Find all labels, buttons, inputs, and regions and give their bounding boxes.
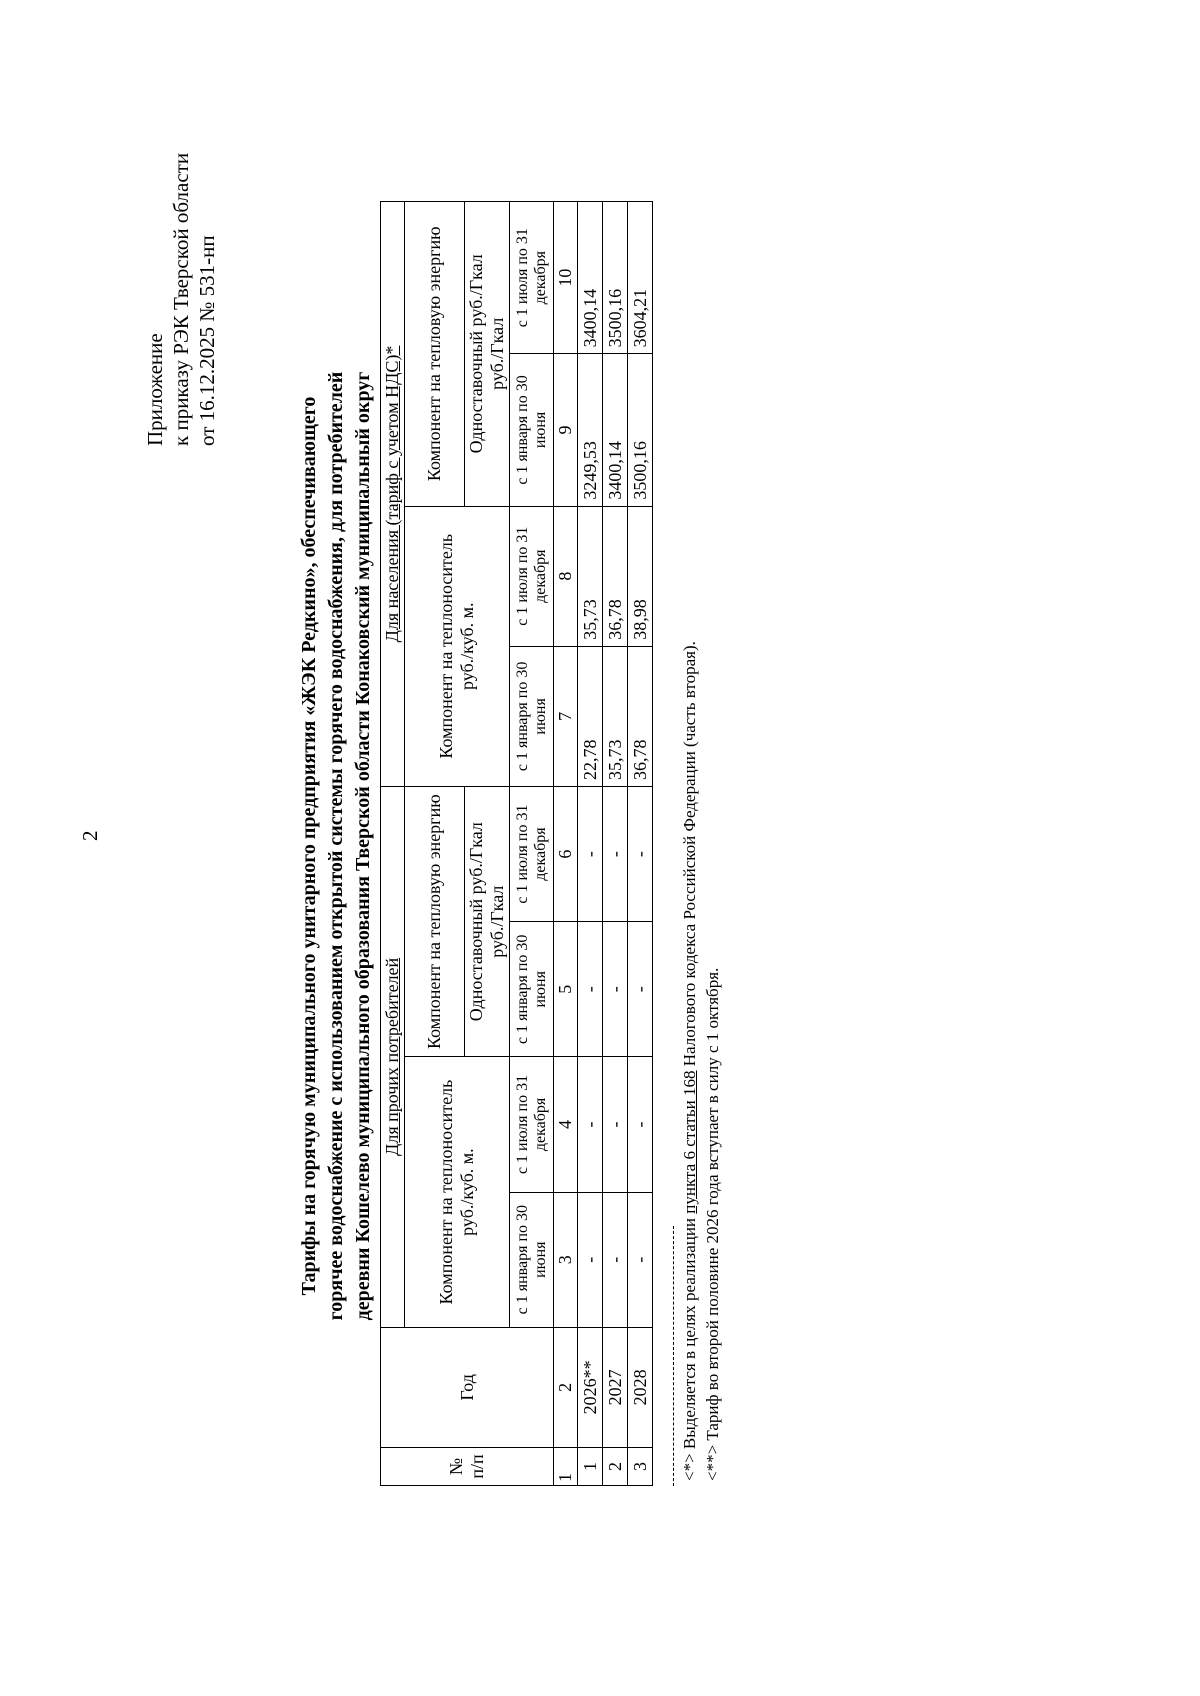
cell-value: - bbox=[578, 1057, 603, 1192]
footnote-text: Налогового кодекса Российской Федерации (часть вторая). bbox=[680, 641, 699, 1071]
cell-value: 3500,16 bbox=[628, 354, 653, 506]
appendix-line: к приказу РЭК Тверской области bbox=[169, 152, 193, 446]
cell-value: 3500,16 bbox=[603, 202, 628, 354]
cell-value: - bbox=[603, 1057, 628, 1192]
cell-value: 3249,53 bbox=[578, 354, 603, 506]
header-year: Год bbox=[381, 1327, 554, 1447]
column-number: 3 bbox=[554, 1192, 578, 1327]
header-carrier-component bbox=[405, 506, 510, 786]
period-first-half: с 1 января по 30 июня bbox=[510, 646, 554, 786]
cell-value: - bbox=[628, 1057, 653, 1192]
cell-value: 36,78 bbox=[603, 506, 628, 646]
cell-value: - bbox=[603, 786, 628, 921]
cell-value: 22,78 bbox=[578, 646, 603, 786]
cell-value: - bbox=[578, 786, 603, 921]
period-second-half: с 1 июля по 31 декабря bbox=[510, 1057, 554, 1192]
cell-value: 3400,14 bbox=[603, 354, 628, 506]
row-year: 2026** bbox=[578, 1327, 603, 1447]
cell-value: 3400,14 bbox=[578, 202, 603, 354]
cell-value: - bbox=[628, 1192, 653, 1327]
carrier-unit: руб./куб. м. bbox=[457, 602, 477, 691]
cell-value: - bbox=[578, 922, 603, 1057]
cell-value: - bbox=[578, 1192, 603, 1327]
column-number: 6 bbox=[554, 786, 578, 921]
column-number: 4 bbox=[554, 1057, 578, 1192]
appendix-line: от 16.12.2025 № 531-нп bbox=[195, 235, 219, 446]
tariff-table bbox=[380, 201, 653, 1486]
carrier-label: Компонент на теплоноситель bbox=[436, 533, 456, 759]
column-number: 8 bbox=[554, 506, 578, 646]
page-number: 2 bbox=[78, 830, 102, 841]
column-number: 2 bbox=[554, 1327, 578, 1447]
cell-value: - bbox=[628, 786, 653, 921]
carrier-label: Компонент на теплоноситель bbox=[436, 1079, 456, 1305]
energy-unit: руб./Гкал bbox=[487, 317, 507, 390]
period-second-half: с 1 июля по 31 декабря bbox=[510, 506, 554, 646]
header-carrier-component bbox=[405, 1057, 510, 1327]
title-line: Тарифы на горячую муниципального унитарного предприятия «ЖЭК Редкино», обеспечивающего bbox=[298, 396, 320, 1296]
footnote-vat bbox=[680, 641, 700, 1481]
cell-value: 35,73 bbox=[578, 506, 603, 646]
footnote-text: <*> Выделяется в целях реализации bbox=[680, 1213, 699, 1481]
row-number: 1 bbox=[578, 1447, 603, 1485]
cell-value: - bbox=[603, 922, 628, 1057]
appendix-line: Приложение bbox=[143, 333, 167, 446]
appendix-header bbox=[142, 153, 220, 446]
cell-value: 3604,21 bbox=[628, 202, 653, 354]
document-title bbox=[296, 246, 377, 1446]
column-number: 9 bbox=[554, 354, 578, 506]
period-second-half: с 1 июля по 31 декабря bbox=[510, 786, 554, 921]
header-other-consumers: Для прочих потребителей bbox=[381, 786, 405, 1327]
header-energy-single-rate bbox=[465, 202, 510, 507]
energy-sub: Одноставочный руб./Гкал bbox=[466, 822, 486, 1022]
title-line: деревни Кошелево муниципального образования Тверской области Конаковский муниципальный округ bbox=[352, 371, 374, 1321]
tax-code-link[interactable]: пункта 6 статьи 168 bbox=[680, 1070, 699, 1214]
period-first-half: с 1 января по 30 июня bbox=[510, 1192, 554, 1327]
footnote-effective-date: <**> Тариф во второй половине 2026 года вступает в силу с 1 октября. bbox=[703, 967, 722, 1481]
cell-value: 35,73 bbox=[603, 646, 628, 786]
column-number: 7 bbox=[554, 646, 578, 786]
period-second-half: с 1 июля по 31 декабря bbox=[510, 202, 554, 354]
period-first-half: с 1 января по 30 июня bbox=[510, 922, 554, 1057]
table-row bbox=[603, 202, 628, 1486]
row-year: 2027 bbox=[603, 1327, 628, 1447]
header-number: № п/п bbox=[381, 1447, 554, 1485]
title-line: горячее водоснабжение с использованием открытой системы горячего водоснабжения, для потребителей bbox=[325, 371, 347, 1321]
header-energy-component: Компонент на тепловую энергию bbox=[405, 202, 465, 507]
column-number: 1 bbox=[554, 1447, 578, 1485]
column-number: 5 bbox=[554, 922, 578, 1057]
cell-value: - bbox=[603, 1192, 628, 1327]
row-year: 2028 bbox=[628, 1327, 653, 1447]
header-energy-single-rate bbox=[465, 786, 510, 1056]
period-first-half: с 1 января по 30 июня bbox=[510, 354, 554, 506]
energy-unit: руб./Гкал bbox=[487, 885, 507, 958]
table-row bbox=[578, 202, 603, 1486]
row-number: 2 bbox=[603, 1447, 628, 1485]
footnote-separator bbox=[673, 1226, 674, 1486]
carrier-unit: руб./куб. м. bbox=[457, 1148, 477, 1236]
header-energy-component: Компонент на тепловую энергию bbox=[405, 786, 465, 1056]
header-population: Для населения (тариф с учетом НДС)* bbox=[381, 202, 405, 787]
row-number: 3 bbox=[628, 1447, 653, 1485]
cell-value: 38,98 bbox=[628, 506, 653, 646]
column-number: 10 bbox=[554, 202, 578, 354]
cell-value: 36,78 bbox=[628, 646, 653, 786]
table-row bbox=[628, 202, 653, 1486]
energy-sub: Одноставочный руб./Гкал bbox=[466, 254, 486, 454]
cell-value: - bbox=[628, 922, 653, 1057]
